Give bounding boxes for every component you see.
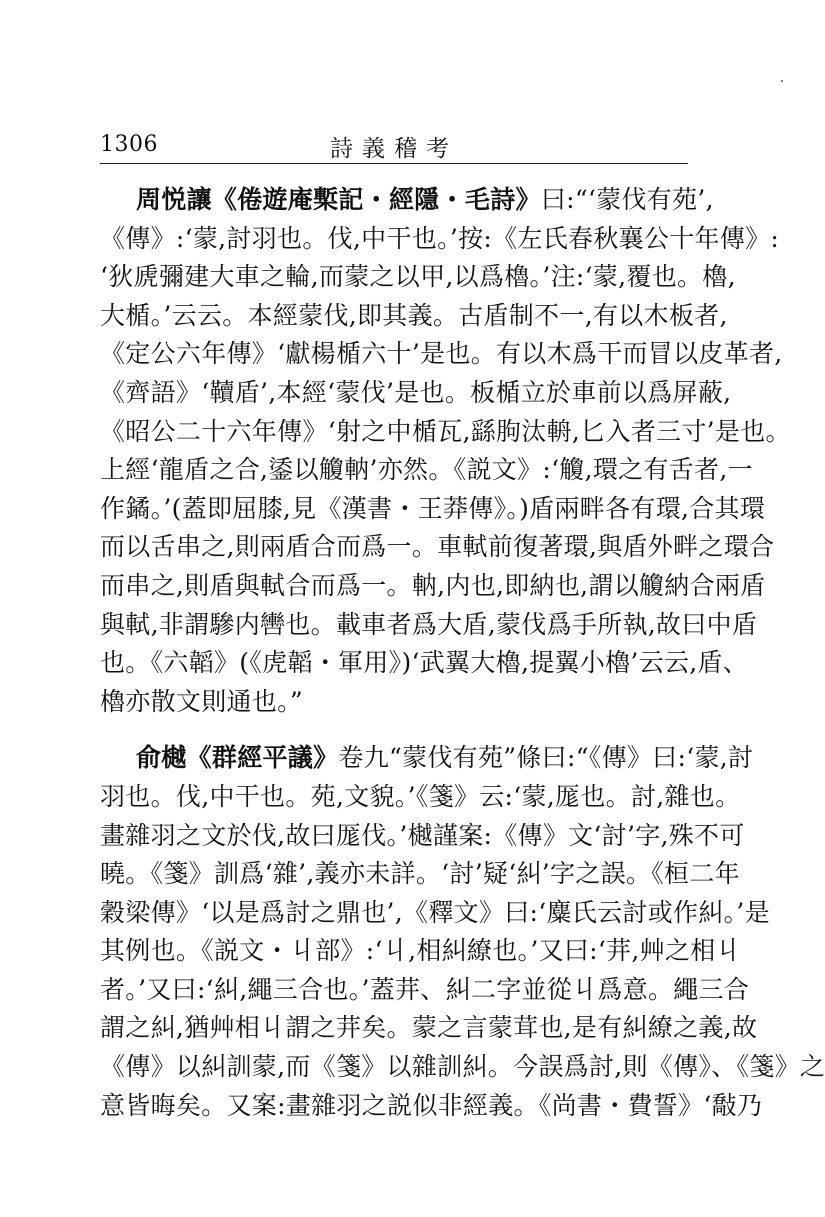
text-span: 卷九“蒙伐有苑”條曰:“《傳》曰:‘蒙,討 — [338, 743, 754, 773]
text-line: 大楯。’云云。本經蒙伐,即其義。古盾制不一,有以木板者, — [100, 300, 728, 330]
citation-lead: 周悦讓《倦遊庵槧記・經隱・毛詩》 — [136, 185, 541, 214]
text-line: 而以舌串之,則兩盾合而爲一。車軾前復著環,與盾外畔之環合 — [100, 532, 775, 562]
text-line: ‘狄虒彌建大車之輪,而蒙之以甲,以爲櫓。’注:‘蒙,覆也。櫓, — [100, 262, 736, 292]
page-header — [100, 128, 688, 164]
paragraph-gap — [100, 721, 690, 739]
text-line: 《定公六年傳》‘獻楊楯六十’是也。有以木爲干而冒以皮革者, — [100, 339, 783, 369]
text-line: 也。《六韜》(《虎韜・軍用》)‘武翼大櫓,提翼小櫓’云云,盾、 — [100, 648, 749, 678]
text-line: 櫓亦散文則通也。” — [100, 686, 303, 716]
text-line: 謂之糾,猶艸相丩謂之茾矣。蒙之言蒙茸也,是有糾繚之義,故 — [100, 1013, 758, 1043]
text-line: 《傳》:‘蒙,討羽也。伐,中干也。’按:《左氏春秋襄公十年傳》: — [100, 223, 780, 253]
text-line: 上經‘龍盾之合,鋈以觼軜’亦然。《説文》:‘觼,環之有舌者,一 — [100, 455, 753, 485]
text-line: 與軾,非謂驂内轡也。載車者爲大盾,蒙伐爲手所執,故曰中盾 — [100, 609, 758, 639]
citation-lead: 俞樾《群經平議》 — [136, 743, 339, 773]
text-line: 曉。《箋》訓爲‘雜’,義亦未詳。‘討’疑‘糾’字之誤。《桓二年 — [100, 859, 740, 889]
body-text — [100, 181, 825, 1125]
text-line: 《傳》以糾訓蒙,而《箋》以雜訓糾。今誤爲討,則《傳》、《箋》之 — [100, 1052, 825, 1082]
text-line: 穀梁傳》‘以是爲討之鼎也’,《釋文》曰:‘麋氏云討或作糾。’是 — [100, 897, 770, 927]
margin-speck — [781, 80, 783, 82]
text-line: 羽也。伐,中干也。苑,文貌。’《箋》云:‘蒙,厖也。討,雜也。 — [100, 781, 741, 811]
text-line: 作鐍。’(蓋即屈膝,見《漢書・王莽傳》。)盾兩畔各有環,合其環 — [100, 493, 766, 523]
header-rule — [100, 163, 688, 164]
text-span: 曰:“‘蒙伐有苑’, — [540, 185, 714, 214]
text-line: 者。’又曰:‘糾,繩三合也。’蓋茾、糾二字並從丩爲意。繩三合 — [100, 974, 750, 1004]
text-line — [100, 739, 754, 778]
running-title: 詩義稽考 — [330, 136, 458, 162]
text-line: 其例也。《説文・丩部》:‘丩,相糾繚也。’又曰:‘茾,艸之相丩 — [100, 936, 741, 966]
page-number: 1306 — [100, 132, 158, 157]
text-line: 《齊語》‘韇盾’,本經‘蒙伐’是也。板楯立於車前以爲屏蔽, — [100, 377, 732, 407]
text-line — [100, 181, 714, 220]
text-line: 《昭公二十六年傳》‘射之中楯瓦,繇朐汰輈,匕入者三寸’是也。 — [100, 416, 791, 446]
text-line: 而串之,則盾與軾合而爲一。軜,内也,即納也,謂以觼納合兩盾 — [100, 570, 766, 600]
text-line: 意皆晦矣。又案:畫雜羽之説似非經義。《尚書・費誓》‘敽乃 — [100, 1090, 763, 1120]
text-line: 畫雜羽之文於伐,故曰厖伐。’樾謹案:《傳》文‘討’字,殊不可 — [100, 820, 745, 850]
